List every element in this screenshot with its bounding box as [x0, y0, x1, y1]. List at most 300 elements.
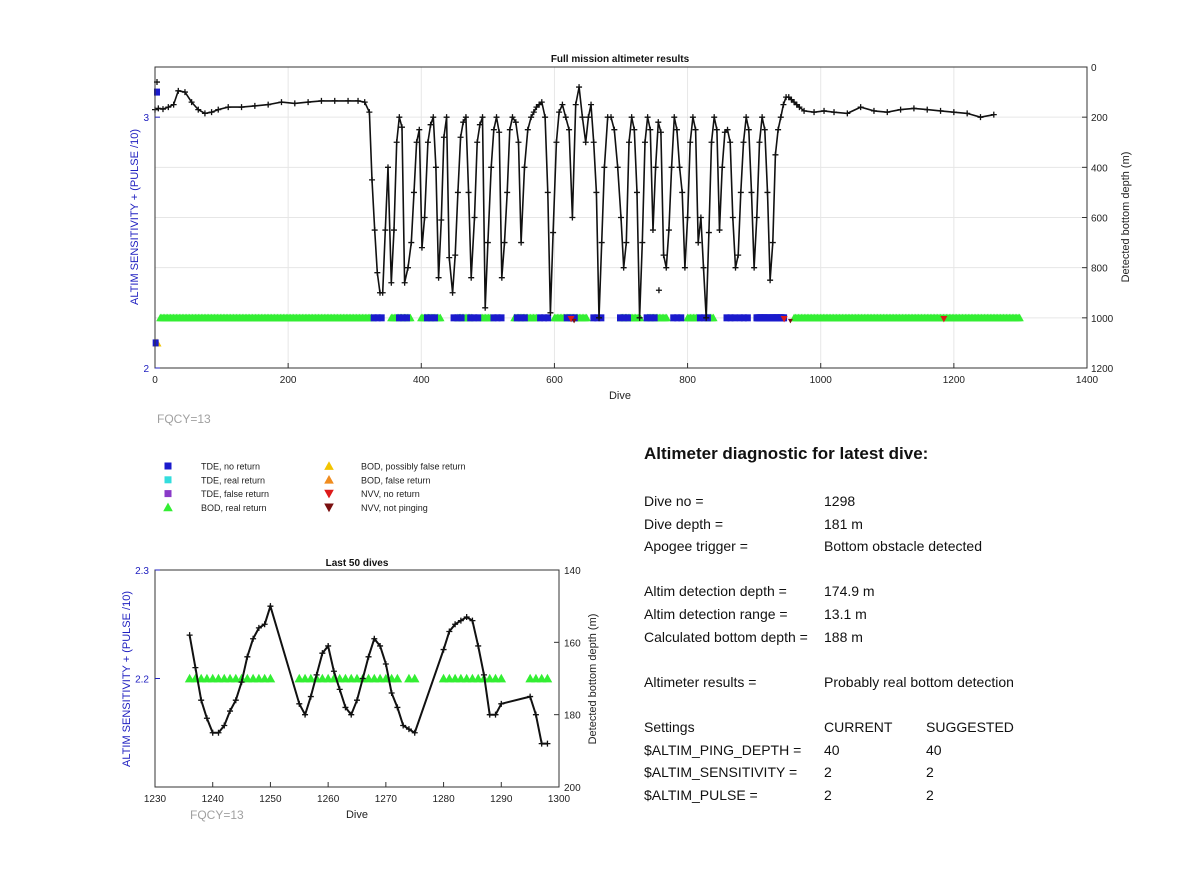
bod-real-return-marker: [254, 674, 264, 683]
fqcy-bottom-label: FQCY=13: [190, 808, 244, 822]
depth-point-marker: [482, 305, 488, 311]
depth-point-marker: [227, 708, 233, 714]
depth-series-line: [155, 87, 994, 318]
settings-key: $ALTIM_PULSE =: [644, 786, 758, 803]
last50-chart-ylabel-left: ALTIM SENSITIVITY + (PULSE /10): [121, 591, 133, 767]
diag-row-altimeter-results: [644, 671, 1164, 694]
depth-point-marker: [412, 730, 418, 736]
depth-point-marker: [210, 730, 216, 736]
depth-point-marker: [366, 109, 372, 115]
y-right-tick-label: 160: [564, 638, 581, 650]
mission-chart: [0, 0, 1200, 440]
depth-point-marker: [717, 227, 723, 233]
y-right-tick-label: 0: [1091, 63, 1097, 74]
tde-no-return-marker: [745, 314, 751, 321]
depth-point-marker: [444, 114, 450, 120]
depth-point-marker: [711, 114, 717, 120]
settings-suggested: 2: [926, 764, 934, 781]
depth-point-marker: [389, 690, 395, 696]
legend-symbol: [165, 463, 172, 470]
bod-real-return-marker: [300, 674, 310, 683]
legend-symbol: [324, 490, 334, 499]
depth-point-marker: [599, 240, 605, 246]
diag-key: Altim detection depth =: [644, 583, 787, 600]
depth-point-marker: [615, 164, 621, 170]
depth-point-marker: [394, 704, 400, 710]
bod-real-return-marker: [410, 674, 420, 683]
bod-real-return-marker: [393, 674, 403, 683]
mission-chart-xlabel: Dive: [608, 390, 632, 402]
depth-point-marker: [450, 290, 456, 296]
bod-real-return-marker: [525, 674, 535, 683]
bod-real-return-marker: [191, 674, 201, 683]
depth-point-marker: [754, 215, 760, 221]
diag-row-dive-no: [644, 490, 1164, 513]
depth-point-marker: [507, 127, 513, 133]
depth-point-marker: [674, 127, 680, 133]
depth-point-marker: [485, 240, 491, 246]
bod-real-return-marker: [341, 674, 351, 683]
depth-point-marker: [685, 215, 691, 221]
depth-point-marker: [331, 668, 337, 674]
fqcy-top-label: FQCY=13: [157, 412, 211, 426]
diag-spacer: [644, 693, 1164, 716]
depth-point-marker: [422, 215, 428, 221]
bod-real-return-marker: [196, 674, 206, 683]
depth-point-marker: [608, 114, 614, 120]
bod-real-return-marker: [450, 674, 460, 683]
depth-point-marker: [175, 88, 181, 94]
depth-point-marker: [687, 139, 693, 145]
depth-point-marker: [441, 647, 447, 653]
depth-point-marker: [499, 275, 505, 281]
y-right-tick-label: 400: [1091, 163, 1108, 175]
depth-point-marker: [658, 129, 664, 135]
depth-point-marker: [360, 676, 366, 682]
depth-point-marker: [844, 110, 850, 116]
depth-point-marker: [468, 275, 474, 281]
legend-label: TDE, no return: [201, 461, 261, 472]
bod-real-return-marker: [543, 674, 553, 683]
x-tick-label: 1280: [432, 794, 455, 805]
bod-real-return-marker: [312, 674, 322, 683]
bod-real-return-marker: [531, 674, 541, 683]
x-tick-label: 1300: [547, 794, 571, 805]
tde-no-return-marker: [522, 314, 528, 321]
depth-point-marker: [748, 189, 754, 195]
depth-point-marker: [362, 99, 368, 105]
depth-point-marker: [629, 114, 635, 120]
depth-point-marker: [951, 109, 957, 115]
depth-point-marker: [780, 102, 786, 108]
settings-suggested: 40: [926, 741, 942, 758]
depth-point-marker: [371, 636, 377, 642]
depth-point-marker: [496, 129, 502, 135]
depth-point-marker: [585, 114, 591, 120]
bod-real-return-marker: [445, 674, 455, 683]
settings-row-ping-depth: [644, 739, 1164, 762]
depth-point-marker: [302, 712, 308, 718]
x-tick-label: 1250: [259, 794, 282, 805]
depth-point-marker: [452, 252, 458, 258]
depth-point-marker: [466, 189, 472, 195]
x-tick-label: 1000: [809, 375, 832, 386]
y-right-tick-label: 180: [564, 710, 581, 722]
depth-point-marker: [727, 139, 733, 145]
bod-real-return-marker: [318, 674, 328, 683]
depth-point-marker: [355, 98, 361, 104]
depth-point-marker: [369, 177, 375, 183]
x-tick-label: 1270: [374, 794, 397, 805]
diag-value: 174.9 m: [824, 583, 875, 600]
depth-point-marker: [332, 98, 338, 104]
depth-point-marker: [502, 240, 508, 246]
depth-point-marker: [377, 643, 383, 649]
depth-point-marker: [256, 625, 262, 631]
diag-row-detection-depth: [644, 580, 1164, 603]
depth-point-marker: [405, 265, 411, 271]
depth-point-marker: [515, 139, 521, 145]
depth-point-marker: [319, 650, 325, 656]
depth-point-marker: [372, 227, 378, 233]
last50-chart-xlabel: Dive: [345, 809, 369, 821]
depth-point-marker: [452, 621, 458, 627]
diag-value: 188 m: [824, 628, 863, 645]
depth-point-marker: [475, 643, 481, 649]
mission-chart-ylabel-right: Detected bottom depth (m): [1120, 151, 1132, 283]
depth-point-marker: [556, 109, 562, 115]
depth-point-marker: [677, 164, 683, 170]
bod-real-return-marker: [479, 674, 489, 683]
mission-chart-title: Full mission altimeter results: [550, 54, 690, 65]
depth-point-marker: [642, 139, 648, 145]
legend-label: BOD, possibly false return: [361, 461, 466, 472]
depth-point-marker: [446, 255, 452, 261]
depth-point-marker: [204, 715, 210, 721]
depth-point-marker: [695, 240, 701, 246]
settings-header-row: [644, 716, 1164, 739]
depth-point-marker: [252, 103, 258, 109]
legend-symbol: [165, 476, 172, 483]
depth-point-marker: [545, 189, 551, 195]
depth-point-marker: [938, 108, 944, 114]
depth-point-marker: [601, 164, 607, 170]
bod-real-return-marker: [225, 674, 235, 683]
depth-point-marker: [399, 124, 405, 130]
settings-header-current: CURRENT: [824, 718, 893, 735]
depth-point-marker: [278, 99, 284, 105]
depth-point-marker: [233, 697, 239, 703]
diag-value: 1298: [824, 493, 856, 509]
depth-point-marker: [265, 102, 271, 108]
y-left-tick-label: 2.3: [135, 566, 149, 577]
diag-value: 181 m: [824, 515, 863, 532]
y-right-tick-label: 1000: [1091, 313, 1114, 325]
depth-point-marker: [458, 134, 464, 140]
depth-point-marker: [171, 102, 177, 108]
depth-point-marker: [772, 152, 778, 158]
last50-chart-title: Last 50 dives: [325, 558, 389, 569]
depth-point-marker: [714, 127, 720, 133]
x-tick-label: 400: [412, 375, 430, 386]
x-tick-label: 1200: [942, 375, 965, 386]
depth-point-marker: [388, 280, 394, 286]
depth-point-marker: [706, 230, 712, 236]
depth-point-marker: [764, 189, 770, 195]
settings-key: $ALTIM_PING_DEPTH =: [644, 741, 802, 758]
depth-point-marker: [682, 265, 688, 271]
bod-real-return-marker: [294, 674, 304, 683]
bod-real-return-marker: [266, 674, 276, 683]
depth-point-marker: [539, 741, 545, 747]
bod-real-return-marker: [496, 674, 506, 683]
settings-current: 2: [824, 764, 832, 781]
depth-point-marker: [325, 643, 331, 649]
mission-chart-axes: [143, 63, 1113, 386]
depth-outlier-marker: [656, 287, 662, 293]
bod-real-return-marker: [214, 674, 224, 683]
depth-point-marker: [487, 712, 493, 718]
depth-point-marker: [533, 712, 539, 718]
depth-point-marker: [354, 697, 360, 703]
depth-point-marker: [924, 107, 930, 113]
bod-real-return-marker: [364, 674, 374, 683]
depth-point-marker: [469, 618, 475, 624]
bod-real-return-marker: [485, 674, 495, 683]
depth-point-marker: [650, 227, 656, 233]
depth-point-marker: [623, 240, 629, 246]
depth-point-marker: [544, 741, 550, 747]
legend-symbol: [163, 503, 173, 512]
depth-point-marker: [735, 252, 741, 258]
depth-point-marker: [730, 215, 736, 221]
settings-current: 2: [824, 786, 832, 803]
settings-row-pulse: [644, 784, 1164, 807]
depth-point-marker: [296, 701, 302, 707]
depth-point-marker: [611, 127, 617, 133]
depth-point-marker: [709, 139, 715, 145]
depth-point-marker: [382, 227, 388, 233]
bod-real-return-marker: [237, 674, 247, 683]
diag-key: Calculated bottom depth =: [644, 628, 808, 645]
settings-key: $ALTIM_SENSITIVITY =: [644, 764, 798, 781]
depth-point-marker: [480, 114, 486, 120]
depth-point-marker: [591, 139, 597, 145]
depth-point-marker: [419, 245, 425, 251]
mission-chart-ylabel-left: ALTIM SENSITIVITY + (PULSE /10): [129, 129, 141, 305]
depth-point-marker: [898, 107, 904, 113]
depth-point-marker: [337, 686, 343, 692]
depth-point-marker: [527, 694, 533, 700]
depth-point-marker: [698, 215, 704, 221]
plot-frame: [155, 570, 559, 787]
diag-key: Dive no =: [644, 493, 704, 509]
legend-label: TDE, false return: [201, 489, 270, 500]
depth-point-marker: [634, 189, 640, 195]
bod-real-return-marker: [346, 674, 356, 683]
depth-point-marker: [425, 139, 431, 145]
y-left-tick-label: 2.2: [135, 674, 149, 686]
legend-label: NVV, not pinging: [361, 502, 428, 513]
depth-point-marker: [719, 164, 725, 170]
tde-no-return-marker: [379, 314, 385, 321]
diag-value: 13.1 m: [824, 605, 867, 622]
depth-point-marker: [446, 628, 452, 634]
y-right-tick-label: 200: [564, 783, 581, 794]
bod-real-return-marker: [185, 674, 195, 683]
depth-point-marker: [542, 114, 548, 120]
bod-real-return-marker: [352, 674, 362, 683]
depth-point-marker: [267, 603, 273, 609]
depth-point-marker: [588, 102, 594, 108]
last50-depth-line: [187, 603, 551, 746]
depth-point-marker: [770, 240, 776, 246]
depth-point-marker: [655, 119, 661, 125]
depth-point-marker: [645, 114, 651, 120]
diagnostic-heading: Altimeter diagnostic for latest dive:: [644, 444, 929, 463]
depth-point-marker: [428, 122, 434, 128]
bod-real-return-marker: [248, 674, 258, 683]
x-tick-label: 1230: [143, 794, 167, 805]
bod-real-return-marker: [456, 674, 466, 683]
tde-no-return-marker: [404, 314, 410, 321]
depth-point-marker: [593, 189, 599, 195]
y-right-tick-label: 800: [1091, 263, 1108, 275]
y-right-tick-label: 600: [1091, 213, 1108, 225]
depth-point-marker: [679, 189, 685, 195]
depth-point-marker: [155, 105, 161, 111]
depth-point-marker: [345, 98, 351, 104]
depth-point-marker: [385, 164, 391, 170]
depth-point-marker: [314, 672, 320, 678]
depth-point-marker: [518, 240, 524, 246]
diag-value: Probably real bottom detection: [824, 673, 1014, 690]
depth-point-marker: [221, 723, 227, 729]
depth-point-marker: [653, 164, 659, 170]
depth-point-marker: [394, 139, 400, 145]
diag-key: Apogee trigger =: [644, 538, 748, 555]
y-right-tick-label: 140: [564, 566, 581, 577]
depth-point-marker: [491, 127, 497, 133]
diag-row-dive-depth: [644, 513, 1164, 536]
diag-key: Altim detection range =: [644, 605, 788, 622]
depth-point-marker: [464, 614, 470, 620]
settings-suggested: 2: [926, 786, 934, 803]
depth-point-marker: [504, 189, 510, 195]
depth-point-marker: [402, 280, 408, 286]
x-tick-label: 1290: [490, 794, 513, 805]
depth-point-marker: [621, 265, 627, 271]
depth-point-marker: [481, 672, 487, 678]
y-left-tick-label: 2: [143, 364, 149, 375]
x-tick-label: 1240: [201, 794, 224, 805]
depth-point-marker: [160, 106, 166, 112]
diag-key: Dive depth =: [644, 515, 723, 532]
depth-point-marker: [400, 723, 406, 729]
depth-point-marker: [762, 127, 768, 133]
depth-point-marker: [262, 621, 268, 627]
depth-point-marker: [215, 730, 221, 736]
depth-point-marker: [239, 679, 245, 685]
legend-label: NVV, no return: [361, 489, 420, 500]
depth-point-marker: [618, 215, 624, 221]
last50-chart-axes: [135, 566, 581, 805]
bod-real-return-marker: [468, 674, 478, 683]
depth-point-marker: [579, 114, 585, 120]
depth-point-marker: [733, 265, 739, 271]
depth-point-marker: [759, 114, 765, 120]
depth-point-marker: [525, 127, 531, 133]
bod-real-return-marker: [329, 674, 339, 683]
depth-point-marker: [305, 99, 311, 105]
depth-point-marker: [239, 104, 245, 110]
depth-point-marker: [693, 127, 699, 133]
bod-real-return-marker: [370, 674, 380, 683]
bod-real-return-marker: [335, 674, 345, 683]
depth-point-marker: [209, 109, 215, 115]
depth-point-marker: [811, 109, 817, 115]
last50-chart-ylabel-right: Detected bottom depth (m): [587, 613, 599, 745]
x-tick-label: 600: [546, 375, 563, 386]
depth-point-marker: [308, 694, 314, 700]
depth-point-marker: [430, 114, 436, 120]
depth-point-marker: [701, 265, 707, 271]
tde-no-return-marker: [432, 314, 438, 321]
depth-series-line: [190, 606, 548, 743]
depth-point-marker: [411, 189, 417, 195]
depth-point-marker: [215, 107, 221, 113]
bod-real-return-marker: [260, 674, 270, 683]
depth-point-marker: [566, 127, 572, 133]
y-right-tick-label: 1200: [1091, 364, 1114, 375]
bod-real-return-marker: [439, 674, 449, 683]
depth-point-marker: [348, 712, 354, 718]
depth-point-marker: [383, 661, 389, 667]
depth-point-marker: [458, 618, 464, 624]
depth-point-marker: [583, 139, 589, 145]
depth-point-marker: [408, 240, 414, 246]
legend-symbol: [324, 461, 334, 470]
depth-point-marker: [563, 114, 569, 120]
diag-key: Altimeter results =: [644, 673, 757, 690]
diag-spacer: [644, 648, 1164, 671]
depth-point-marker: [690, 114, 696, 120]
depth-point-marker: [573, 102, 579, 108]
depth-point-marker: [778, 114, 784, 120]
depth-point-marker: [292, 100, 298, 106]
bod-real-return-marker: [231, 674, 241, 683]
mission-depth-line: [152, 84, 997, 321]
last50-bod-markers: [185, 674, 552, 683]
bod-real-return-marker: [473, 674, 483, 683]
bod-real-return-marker: [491, 674, 501, 683]
depth-point-marker: [374, 270, 380, 276]
tde-no-return-marker: [678, 314, 684, 321]
tde-no-return-marker: [499, 314, 505, 321]
bod-real-return-marker: [381, 674, 391, 683]
depth-point-marker: [406, 726, 412, 732]
depth-point-marker: [396, 114, 402, 120]
depth-point-marker: [767, 277, 773, 283]
depth-point-marker: [455, 189, 461, 195]
depth-point-marker: [743, 114, 749, 120]
bod-real-return-marker: [208, 674, 218, 683]
depth-point-marker: [165, 104, 171, 110]
x-tick-label: 800: [679, 375, 696, 386]
depth-point-marker: [225, 104, 231, 110]
depth-point-marker: [472, 215, 478, 221]
depth-point-marker: [858, 104, 864, 110]
